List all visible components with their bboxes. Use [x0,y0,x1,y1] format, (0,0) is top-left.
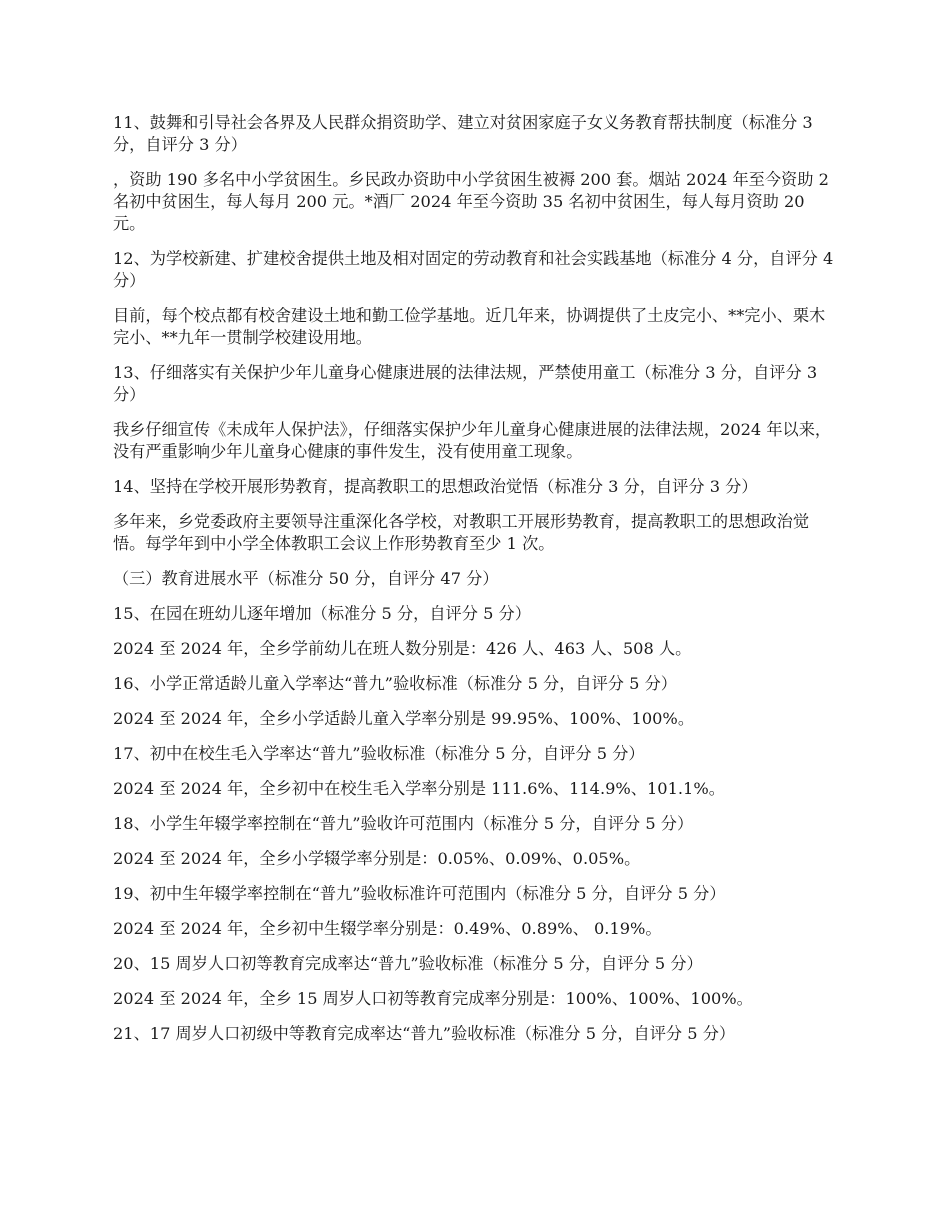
item-14-body: 多年来，乡党委政府主要领导注重深化各学校，对教职工开展形势教育，提高教职工的思想政治觉悟。每学年到中小学全体教职工会议上作形势教育至少 1 次。 [113,512,810,553]
item-13-body: 我乡仔细宣传《未成年人保护法》，仔细落实保护少年儿童身心健康进展的法律法规，2024 年以来，没有严重影响少年儿童身心健康的事件发生，没有使用童工现象。 [113,420,832,461]
section-3-heading: （三）教育进展水平（标准分 50 分，自评分 47 分） [113,569,499,588]
item-15-body: 2024 至 2024 年，全乡学前幼儿在班人数分别是：426 人、463 人、508 人。 [113,639,692,658]
item-19-body: 2024 至 2024 年，全乡初中生辍学率分别是：0.49%、0.89%、 0.19%。 [113,919,662,938]
item-16-body: 2024 至 2024 年，全乡小学适龄儿童入学率分别是 99.95%、100%、100%。 [113,709,695,728]
item-20-heading: 20、15 周岁人口初等教育完成率达“普九”验收标准（标准分 5 分，自评分 5 分） [113,954,703,973]
item-17-heading: 17、初中在校生毛入学率达“普九”验收标准（标准分 5 分，自评分 5 分） [113,744,645,763]
document-body [113,112,841,1058]
item-12-body: 目前，每个校点都有校舍建设土地和勤工俭学基地。近几年来，协调提供了土皮完小、**完小、栗木完小、**九年一贯制学校建设用地。 [113,306,826,347]
item-14-heading: 14、坚持在学校开展形势教育，提高教职工的思想政治觉悟（标准分 3 分，自评分 3 分） [113,477,758,496]
item-16-heading: 16、小学正常适龄儿童入学率达“普九”验收标准（标准分 5 分，自评分 5 分） [113,674,677,693]
item-20-body: 2024 至 2024 年，全乡 15 周岁人口初等教育完成率分别是：100%、100%、100%。 [113,989,753,1008]
item-21-heading: 21、17 周岁人口初级中等教育完成率达“普九”验收标准（标准分 5 分，自评分 5 分） [113,1024,736,1043]
item-17-body: 2024 至 2024 年，全乡初中在校生毛入学率分别是 111.6%、114.9%、101.1%。 [113,779,725,798]
item-11-heading: 11、鼓舞和引导社会各界及人民群众捐资助学、建立对贫困家庭子女义务教育帮扶制度（标准分 3 分，自评分 3 分） [113,113,813,154]
item-11-body: ，资助 190 多名中小学贫困生。乡民政办资助中小学贫困生被褥 200 套。烟站 2024 年至今资助 2 名初中贫困生，每人每月 200 元。*酒厂 2024 年至今资助 35 名初中贫困生，每人每月资助 20 元。 [113,170,829,233]
item-13-heading: 13、仔细落实有关保护少年儿童身心健康进展的法律法规，严禁使用童工（标准分 3 分，自评分 3 分） [113,363,818,404]
item-19-heading: 19、初中生年辍学率控制在“普九”验收标准许可范围内（标准分 5 分，自评分 5 分） [113,884,726,903]
item-12-heading: 12、为学校新建、扩建校舍提供土地及相对固定的劳动教育和社会实践基地（标准分 4 分，自评分 4 分） [113,249,834,290]
item-18-body: 2024 至 2024 年，全乡小学辍学率分别是：0.05%、0.09%、0.05%。 [113,849,641,868]
item-18-heading: 18、小学生年辍学率控制在“普九”验收许可范围内（标准分 5 分，自评分 5 分） [113,814,694,833]
item-15-heading: 15、在园在班幼儿逐年增加（标准分 5 分，自评分 5 分） [113,604,531,623]
